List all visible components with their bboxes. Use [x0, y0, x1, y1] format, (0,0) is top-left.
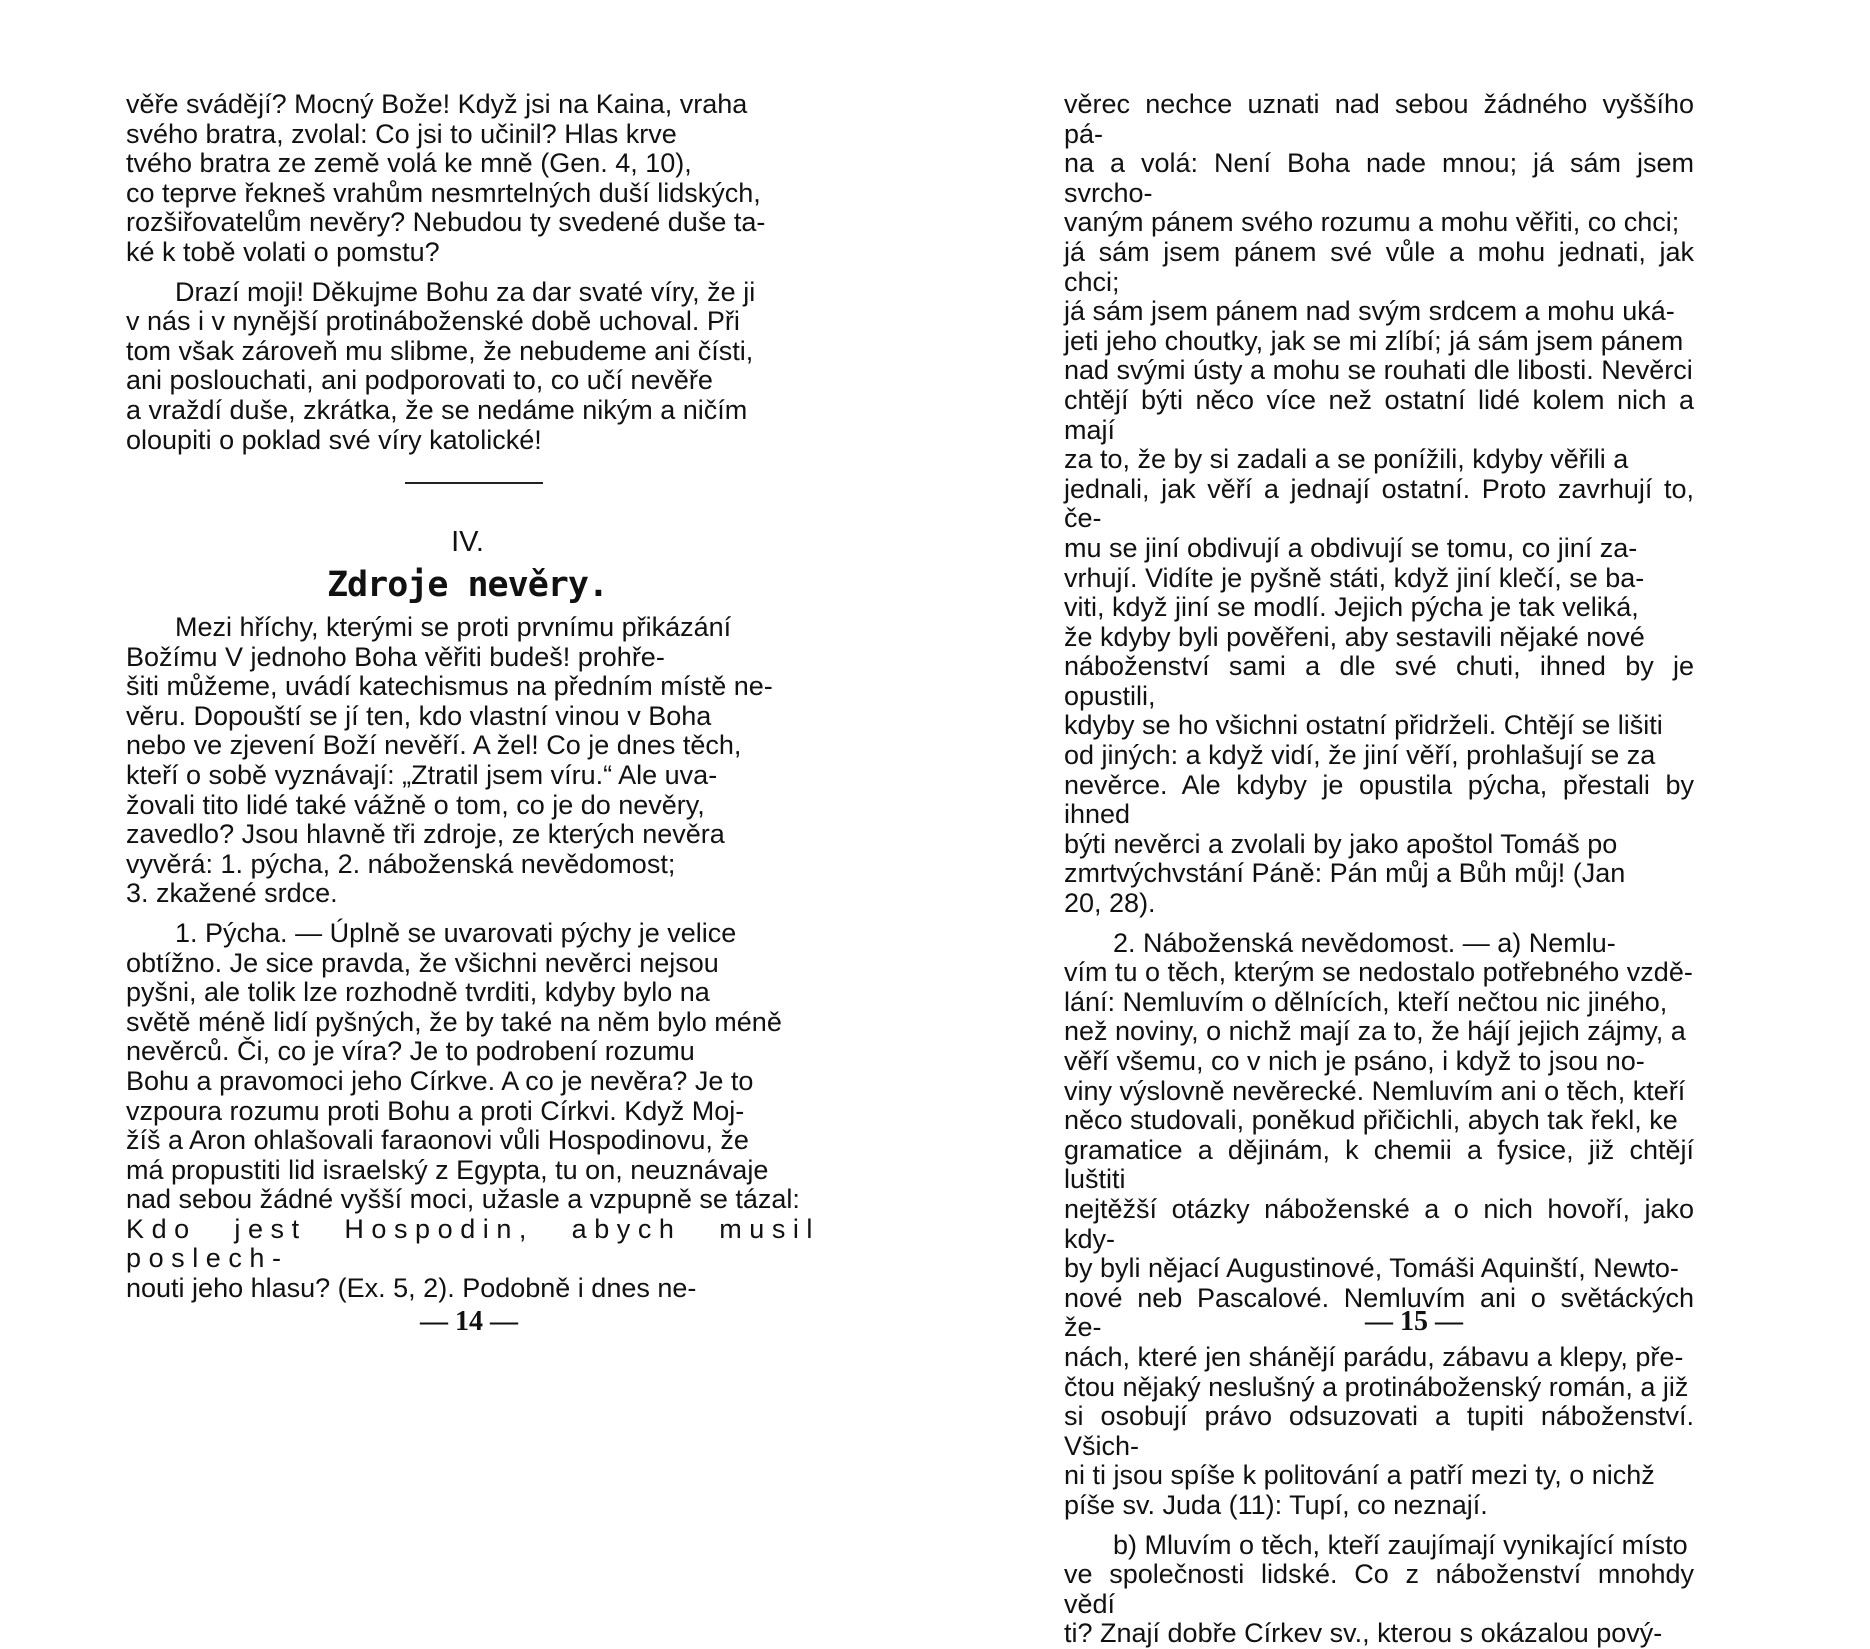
text-line: ve společnosti lidské. Co z náboženství mnohdy vědí: [1064, 1559, 1694, 1619]
text-line: žovali tito lidé také vážně o tom, co je do nevěry,: [126, 789, 705, 820]
text-line: nouti jeho hlasu? (Ex. 5, 2). Podobně i dnes ne-: [126, 1273, 697, 1304]
left-page: [0, 0, 935, 1500]
text-line: že kdyby byli pověřeni, aby sestavili nějaké nové: [1064, 621, 1645, 652]
text-line: ti? Znají dobře Církev sv., kterou s okázalou pový-: [1064, 1618, 1663, 1649]
text-line: věří všemu, co v nich je psáno, i když to jsou no-: [1064, 1046, 1645, 1076]
text-line: ni ti jsou spíše k politování a patří mezi ty, o nichž: [1064, 1460, 1655, 1491]
text-line: v nás i v nynější protináboženské době uchoval. Při: [126, 306, 740, 337]
text-line: od jiných: a když vidí, že jiní věří, prohlašují se za: [1064, 740, 1656, 771]
text-line: já sám jsem pánem své vůle a mohu jednati, jak chci;: [1064, 236, 1694, 297]
text-line: lání: Nemluvím o dělnících, kteří nečtou nic jiného,: [1064, 986, 1668, 1017]
text-line: Bohu a pravomoci jeho Církve. A co je nevěra? Je to: [126, 1065, 754, 1096]
text-line: vrhují. Vidíte je pyšně státi, když jiní klečí, se ba-: [1064, 562, 1645, 593]
text-line: co teprve řekneš vrahům nesmrtelných duší lidských,: [126, 177, 761, 208]
text-line: býti nevěrci a zvolali by jako apoštol Tomáš po: [1064, 828, 1618, 859]
text-line: nad svými ústy a mohu se rouhati dle libosti. Nevěrci: [1064, 355, 1693, 386]
text-line: žíš a Aron ohlašovali faraonovi vůli Hospodinovu, že: [126, 1125, 749, 1156]
text-line: Božímu V jednoho Boha věřiti budeš! prohře-: [126, 641, 665, 672]
text-line: jeti jeho choutky, jak se mi zlíbí; já sám jsem pánem: [1064, 325, 1684, 356]
text-line: já sám jsem pánem nad svým srdcem a mohu uká-: [1064, 296, 1675, 327]
text-line: gramatice a dějinám, k chemii a fysice, již chtějí luštiti: [1064, 1134, 1694, 1195]
right-text: [1064, 90, 1694, 1649]
text-line: věrec nechce uznati nad sebou žádného vyššího pá-: [1064, 89, 1694, 149]
right-page: [935, 0, 1870, 1649]
text-line: nové neb Pascalové. Nemluvím ani o světáckých že-: [1064, 1282, 1694, 1343]
text-line: svého bratra, zvolal: Co jsi to učinil? Hlas krve: [126, 118, 677, 149]
text-line: b) Mluvím o těch, kteří zaujímají vynikající místo: [1113, 1529, 1688, 1560]
right-paragraph-3: [1064, 1531, 1694, 1649]
text-line: než noviny, o nichž mají za to, že hájí jejich zájmy, a: [1064, 1016, 1686, 1047]
text-line: a vraždí duše, zkrátka, že se nedáme nikým a ničím: [126, 394, 748, 425]
text-line: čtou nějaký neslušný a protináboženský román, a již: [1064, 1371, 1689, 1402]
text-line: 2. Náboženská nevědomost. — a) Nemlu-: [1113, 927, 1616, 958]
text-line: nevěrců. Či, co je víra? Je to podrobení rozumu: [126, 1036, 695, 1067]
left-paragraph-4: [126, 919, 820, 1304]
text-line: věru. Dopouští se jí ten, kdo vlastní vinou v Boha: [126, 700, 712, 731]
text-line: zavedlo? Jsou hlavně tři zdroje, ze kterých nevěra: [126, 819, 725, 850]
text-line: píše sv. Juda (11): Tupí, co neznají.: [1064, 1489, 1488, 1520]
text-line: rozšiřovatelům nevěry? Nebudou ty svedené duše ta-: [126, 207, 766, 238]
page-number: — 15 —: [1365, 1306, 1463, 1337]
text-line: něco studovali, poněkud přičichli, abych tak řekl, ke: [1064, 1105, 1678, 1136]
text-line: pyšni, ale tolik lze rozhodně tvrditi, kdyby bylo na: [126, 977, 710, 1008]
chapter-title: Zdroje nevěry.: [326, 565, 608, 605]
left-paragraph-3: [126, 613, 820, 909]
section-divider: [405, 482, 543, 484]
text-line: vzpoura rozumu proti Bohu a proti Církvi. Když Moj-: [126, 1095, 745, 1126]
text-line: chtějí býti něco více než ostatní lidé kolem nich a mají: [1064, 384, 1694, 445]
text-line: kdyby se ho všichni ostatní přidrželi. Chtějí se lišiti: [1064, 710, 1663, 741]
text-line: 1. Pýcha. — Úplně se uvarovati pýchy je velice: [175, 917, 737, 948]
text-line: nad sebou žádné vyšší moci, užasle a vzpupně se tázal:: [126, 1184, 800, 1215]
right-paragraph-2: [1064, 929, 1694, 1521]
text-line: nejtěžší otázky náboženské a o nich hovoří, jako kdy-: [1064, 1193, 1694, 1254]
text-line: by byli nějací Augustinové, Tomáši Aquinští, Newto-: [1064, 1253, 1679, 1284]
left-bottom-text: [126, 613, 820, 1304]
text-line: nách, které jen shánějí parádu, zábavu a klepy, pře-: [1064, 1341, 1684, 1372]
text-line: za to, že by si zadali a se ponížili, kdyby věřili a: [1064, 444, 1629, 475]
chapter-number: IV.: [451, 526, 484, 558]
text-line: světě méně lidí pyšných, že by také na něm bylo méně: [126, 1006, 782, 1037]
text-line: vyvěrá: 1. pýcha, 2. náboženská nevědomost;: [126, 848, 676, 879]
left-paragraph-2: [126, 278, 820, 456]
text-line: vaným pánem svého rozumu a mohu věřiti, co chci;: [1064, 207, 1680, 238]
text-line: nebo ve zjevení Boží nevěří. A žel! Co je dnes těch,: [126, 730, 742, 761]
text-line: mu se jiní obdivují a obdivují se tomu, co jiní za-: [1064, 532, 1638, 563]
text-line: Kdo jest Hospodin, abych musil poslech-: [126, 1213, 820, 1274]
text-line: kteří o sobě vyznávají: „Ztratil jsem víru.“ Ale uva-: [126, 759, 718, 790]
page-number: — 14 —: [420, 1306, 518, 1337]
text-line: viny výslovně nevěrecké. Nemluvím ani o těch, kteří: [1064, 1075, 1686, 1106]
text-line: ani poslouchati, ani podporovati to, co učí nevěře: [126, 365, 713, 396]
text-line: si osobují právo odsuzovati a tupiti náboženství. Všich-: [1064, 1401, 1694, 1461]
text-line: 3. zkažené srdce.: [126, 878, 338, 909]
left-top-text: [126, 90, 820, 455]
left-intro-paragraph: [126, 90, 820, 268]
text-line: vím tu o těch, kterým se nedostalo potřebného vzdě-: [1064, 957, 1693, 988]
text-line: má propustiti lid israelský z Egypta, tu on, neuznávaje: [126, 1154, 769, 1185]
text-line: šiti můžeme, uvádí katechismus na předním místě ne-: [126, 671, 773, 702]
text-line: jednali, jak věří a jednají ostatní. Proto zavrhují to, če-: [1064, 473, 1694, 534]
text-line: Mezi hříchy, kterými se proti prvnímu přikázání: [175, 612, 732, 642]
text-line: tvého bratra ze země volá ke mně (Gen. 4, 10),: [126, 148, 692, 179]
text-line: náboženství sami a dle své chuti, ihned by je opustili,: [1064, 651, 1694, 711]
text-line: tom však zároveň mu slibme, že nebudeme ani čísti,: [126, 335, 754, 366]
text-line: viti, když jiní se modlí. Jejich pýcha je tak veliká,: [1064, 592, 1639, 623]
text-line: 20, 28).: [1064, 888, 1156, 919]
text-line: věře svádějí? Mocný Bože! Když jsi na Kaina, vraha: [126, 89, 748, 119]
text-line: ké k tobě volati o pomstu?: [126, 236, 440, 267]
text-line: zmrtvýchvstání Páně: Pán můj a Bůh můj! (Jan: [1064, 858, 1626, 889]
text-line: nevěrce. Ale kdyby je opustila pýcha, přestali by ihned: [1064, 769, 1694, 830]
text-line: na a volá: Není Boha nade mnou; já sám jsem svrcho-: [1064, 148, 1694, 208]
text-line: Drazí moji! Děkujme Bohu za dar svaté víry, že ji: [175, 276, 756, 307]
right-paragraph-1: [1064, 90, 1694, 919]
text-line: oloupiti o poklad své víry katolické!: [126, 424, 542, 455]
text-line: obtížno. Je sice pravda, že všichni nevěrci nejsou: [126, 947, 719, 978]
